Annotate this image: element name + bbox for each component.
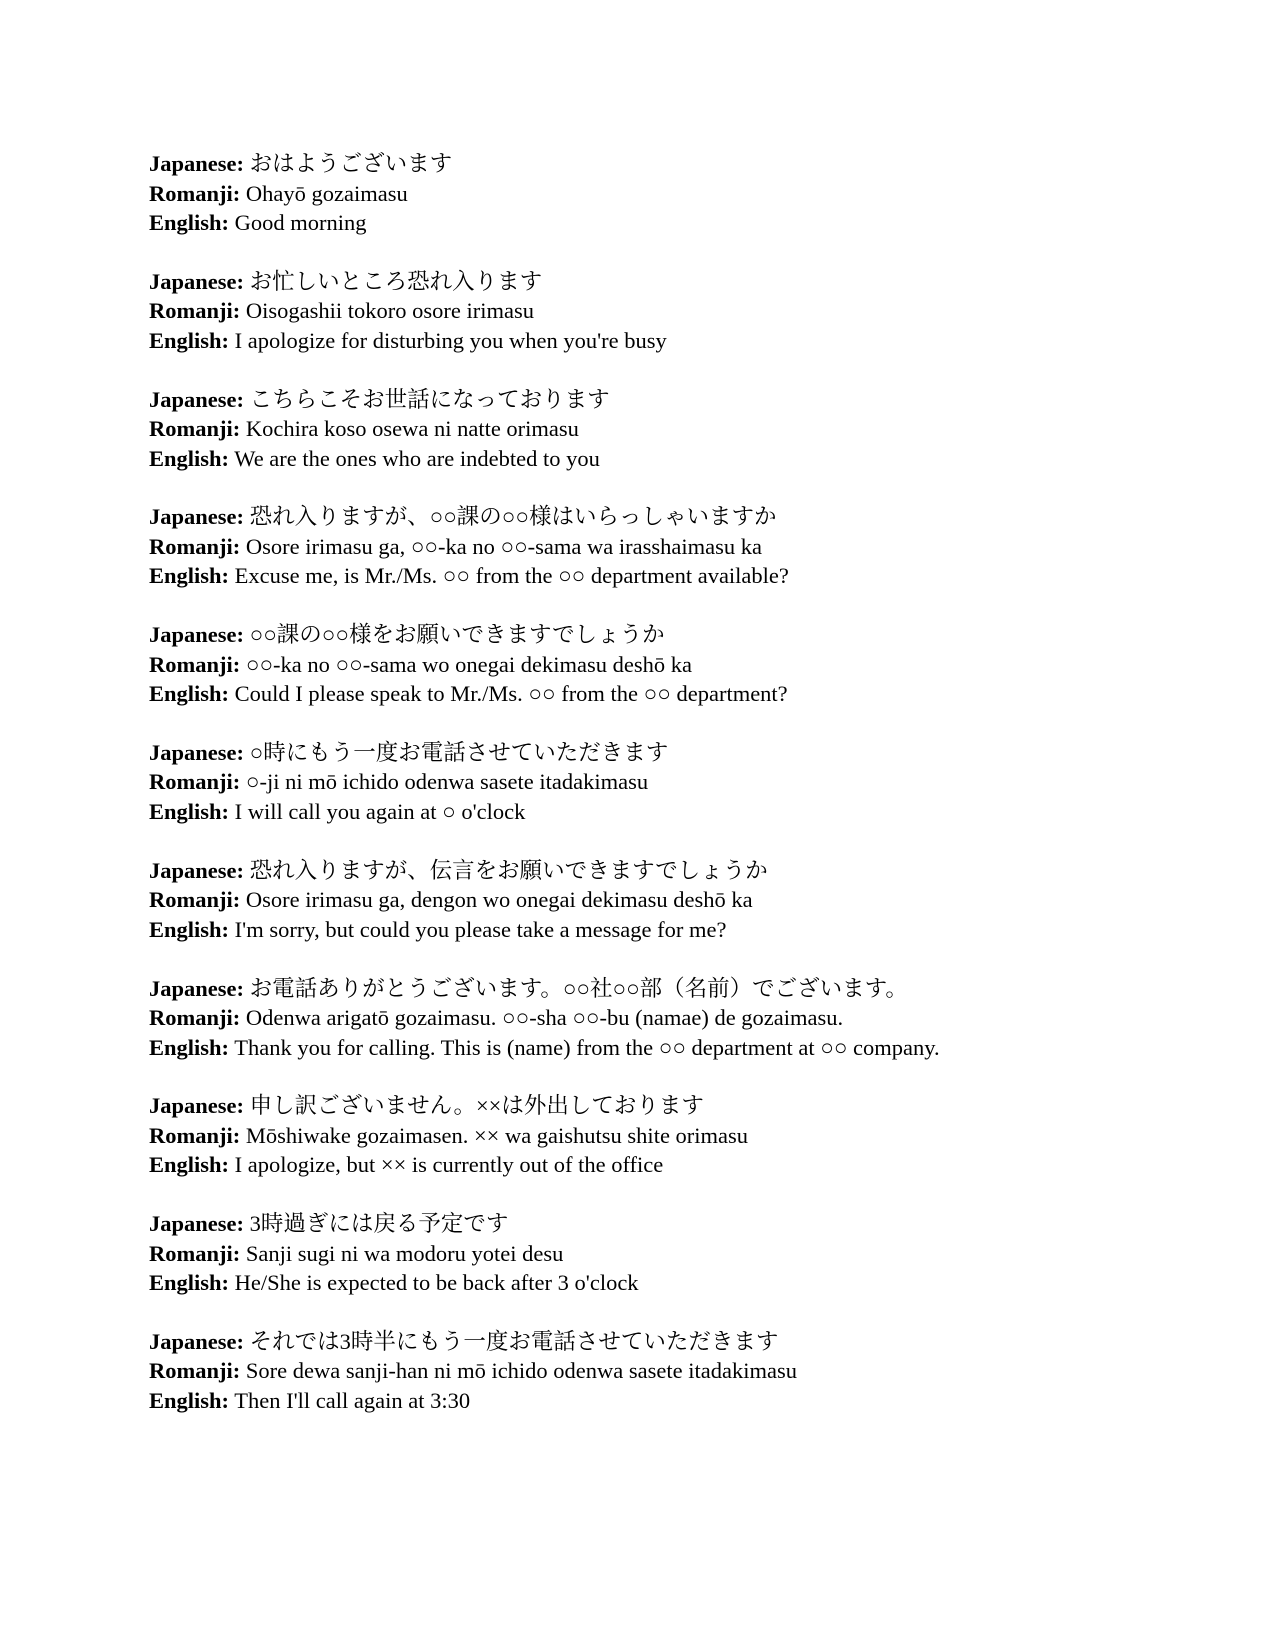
japanese-text: お忙しいところ恐れ入ります bbox=[249, 268, 543, 294]
document-page bbox=[149, 149, 1179, 1445]
romanji-line bbox=[149, 414, 1179, 444]
romanji-line bbox=[149, 767, 1179, 797]
english-label: English: bbox=[149, 1387, 230, 1413]
english-line bbox=[149, 444, 1179, 474]
romanji-line bbox=[149, 179, 1179, 209]
english-label: English: bbox=[149, 327, 230, 353]
japanese-line bbox=[149, 620, 1179, 650]
japanese-line bbox=[149, 1209, 1179, 1239]
japanese-line bbox=[149, 974, 1179, 1004]
japanese-label: Japanese: bbox=[149, 386, 244, 412]
romanji-label: Romanji: bbox=[149, 1240, 241, 1266]
english-text: I apologize for disturbing you when you're busy bbox=[234, 327, 667, 353]
romanji-line bbox=[149, 532, 1179, 562]
phrase-entry-7 bbox=[149, 856, 1179, 945]
english-text: I'm sorry, but could you please take a message for me? bbox=[234, 916, 727, 942]
english-text: He/She is expected to be back after 3 o'clock bbox=[234, 1270, 639, 1296]
english-line bbox=[149, 1033, 1179, 1063]
english-line bbox=[149, 208, 1179, 238]
romanji-line bbox=[149, 1003, 1179, 1033]
phrase-entry-11 bbox=[149, 1327, 1179, 1416]
romanji-label: Romanji: bbox=[149, 651, 241, 677]
japanese-text: ○時にもう一度お電話させていただきます bbox=[249, 739, 669, 765]
english-line bbox=[149, 1386, 1179, 1416]
japanese-text: それでは3時半にもう一度お電話させていただきます bbox=[249, 1328, 779, 1354]
japanese-label: Japanese: bbox=[149, 1093, 244, 1119]
japanese-label: Japanese: bbox=[149, 268, 244, 294]
japanese-label: Japanese: bbox=[149, 151, 244, 176]
english-line bbox=[149, 1150, 1179, 1180]
english-label: English: bbox=[149, 1270, 230, 1296]
phrase-entry-9 bbox=[149, 1091, 1179, 1180]
romanji-line bbox=[149, 1356, 1179, 1386]
romanji-label: Romanji: bbox=[149, 533, 241, 559]
romanji-line bbox=[149, 650, 1179, 680]
japanese-label: Japanese: bbox=[149, 622, 244, 648]
japanese-text: 恐れ入りますが、○○課の○○様はいらっしゃいますか bbox=[249, 504, 777, 530]
romanji-label: Romanji: bbox=[149, 887, 241, 913]
phrase-entry-8 bbox=[149, 974, 1179, 1063]
japanese-line bbox=[149, 1327, 1179, 1357]
japanese-line bbox=[149, 385, 1179, 415]
romanji-text: Oisogashii tokoro osore irimasu bbox=[245, 298, 534, 324]
english-line bbox=[149, 679, 1179, 709]
phrase-entry-5 bbox=[149, 620, 1179, 709]
english-text: I apologize, but ×× is currently out of the office bbox=[234, 1152, 664, 1178]
japanese-text: ○○課の○○様をお願いできますでしょうか bbox=[249, 622, 665, 648]
phrase-entry-6 bbox=[149, 738, 1179, 827]
japanese-label: Japanese: bbox=[149, 1211, 244, 1237]
english-label: English: bbox=[149, 681, 230, 707]
phrase-entry-3 bbox=[149, 385, 1179, 474]
japanese-label: Japanese: bbox=[149, 975, 244, 1001]
english-text: I will call you again at ○ o'clock bbox=[234, 798, 526, 824]
japanese-text: こちらこそお世話になっております bbox=[249, 386, 610, 412]
japanese-text: 恐れ入りますが、伝言をお願いできますでしょうか bbox=[249, 857, 768, 883]
english-line bbox=[149, 797, 1179, 827]
romanji-text: Mōshiwake gozaimasen. ×× wa gaishutsu shite orimasu bbox=[245, 1122, 749, 1148]
phrase-entry-4 bbox=[149, 502, 1179, 591]
english-text: Then I'll call again at 3:30 bbox=[234, 1387, 471, 1413]
japanese-line bbox=[149, 738, 1179, 768]
japanese-label: Japanese: bbox=[149, 857, 244, 883]
japanese-text: お電話ありがとうございます。○○社○○部（名前）でございます。 bbox=[249, 975, 908, 1001]
english-label: English: bbox=[149, 1034, 230, 1060]
phrase-entry-1 bbox=[149, 149, 1179, 238]
english-label: English: bbox=[149, 210, 230, 235]
english-label: English: bbox=[149, 916, 230, 942]
japanese-line bbox=[149, 502, 1179, 532]
romanji-label: Romanji: bbox=[149, 416, 241, 442]
romanji-text: Osore irimasu ga, ○○-ka no ○○-sama wa irasshaimasu ka bbox=[245, 533, 762, 559]
romanji-label: Romanji: bbox=[149, 1005, 241, 1031]
romanji-line bbox=[149, 296, 1179, 326]
english-line bbox=[149, 1268, 1179, 1298]
english-label: English: bbox=[149, 563, 230, 589]
romanji-label: Romanji: bbox=[149, 1358, 241, 1384]
romanji-text: Sore dewa sanji-han ni mō ichido odenwa sasete itadakimasu bbox=[245, 1358, 797, 1384]
japanese-text: 3時過ぎには戻る予定です bbox=[249, 1211, 509, 1237]
romanji-line bbox=[149, 1121, 1179, 1151]
romanji-label: Romanji: bbox=[149, 298, 241, 324]
english-text: We are the ones who are indebted to you bbox=[234, 445, 600, 471]
romanji-label: Romanji: bbox=[149, 769, 241, 795]
phrase-entry-10 bbox=[149, 1209, 1179, 1298]
japanese-line bbox=[149, 856, 1179, 886]
japanese-text: 申し訳ございません。××は外出しております bbox=[249, 1093, 704, 1119]
romanji-text: Kochira koso osewa ni natte orimasu bbox=[245, 416, 579, 442]
romanji-text: Ohayō gozaimasu bbox=[245, 180, 408, 206]
english-line bbox=[149, 561, 1179, 591]
japanese-label: Japanese: bbox=[149, 504, 244, 530]
phrase-entry-2 bbox=[149, 267, 1179, 356]
english-text: Excuse me, is Mr./Ms. ○○ from the ○○ department available? bbox=[234, 563, 789, 589]
romanji-text: Sanji sugi ni wa modoru yotei desu bbox=[245, 1240, 564, 1266]
english-label: English: bbox=[149, 798, 230, 824]
romanji-text: Osore irimasu ga, dengon wo onegai dekimasu deshō ka bbox=[245, 887, 753, 913]
english-text: Could I please speak to Mr./Ms. ○○ from the ○○ department? bbox=[234, 681, 788, 707]
japanese-label: Japanese: bbox=[149, 739, 244, 765]
japanese-line bbox=[149, 267, 1179, 297]
english-label: English: bbox=[149, 1152, 230, 1178]
romanji-line bbox=[149, 885, 1179, 915]
english-label: English: bbox=[149, 445, 230, 471]
romanji-text: ○○-ka no ○○-sama wo onegai dekimasu deshō ka bbox=[245, 651, 692, 677]
romanji-text: Odenwa arigatō gozaimasu. ○○-sha ○○-bu (namae) de gozaimasu. bbox=[245, 1005, 844, 1031]
english-text: Good morning bbox=[234, 210, 367, 235]
romanji-label: Romanji: bbox=[149, 1122, 241, 1148]
english-text: Thank you for calling. This is (name) from the ○○ department at ○○ company. bbox=[234, 1034, 940, 1060]
japanese-line bbox=[149, 1091, 1179, 1121]
japanese-text: おはようございます bbox=[249, 151, 453, 176]
japanese-line bbox=[149, 149, 1179, 179]
english-line bbox=[149, 915, 1179, 945]
romanji-text: ○-ji ni mō ichido odenwa sasete itadakimasu bbox=[245, 769, 649, 795]
english-line bbox=[149, 326, 1179, 356]
romanji-line bbox=[149, 1239, 1179, 1269]
romanji-label: Romanji: bbox=[149, 180, 241, 206]
japanese-label: Japanese: bbox=[149, 1328, 244, 1354]
